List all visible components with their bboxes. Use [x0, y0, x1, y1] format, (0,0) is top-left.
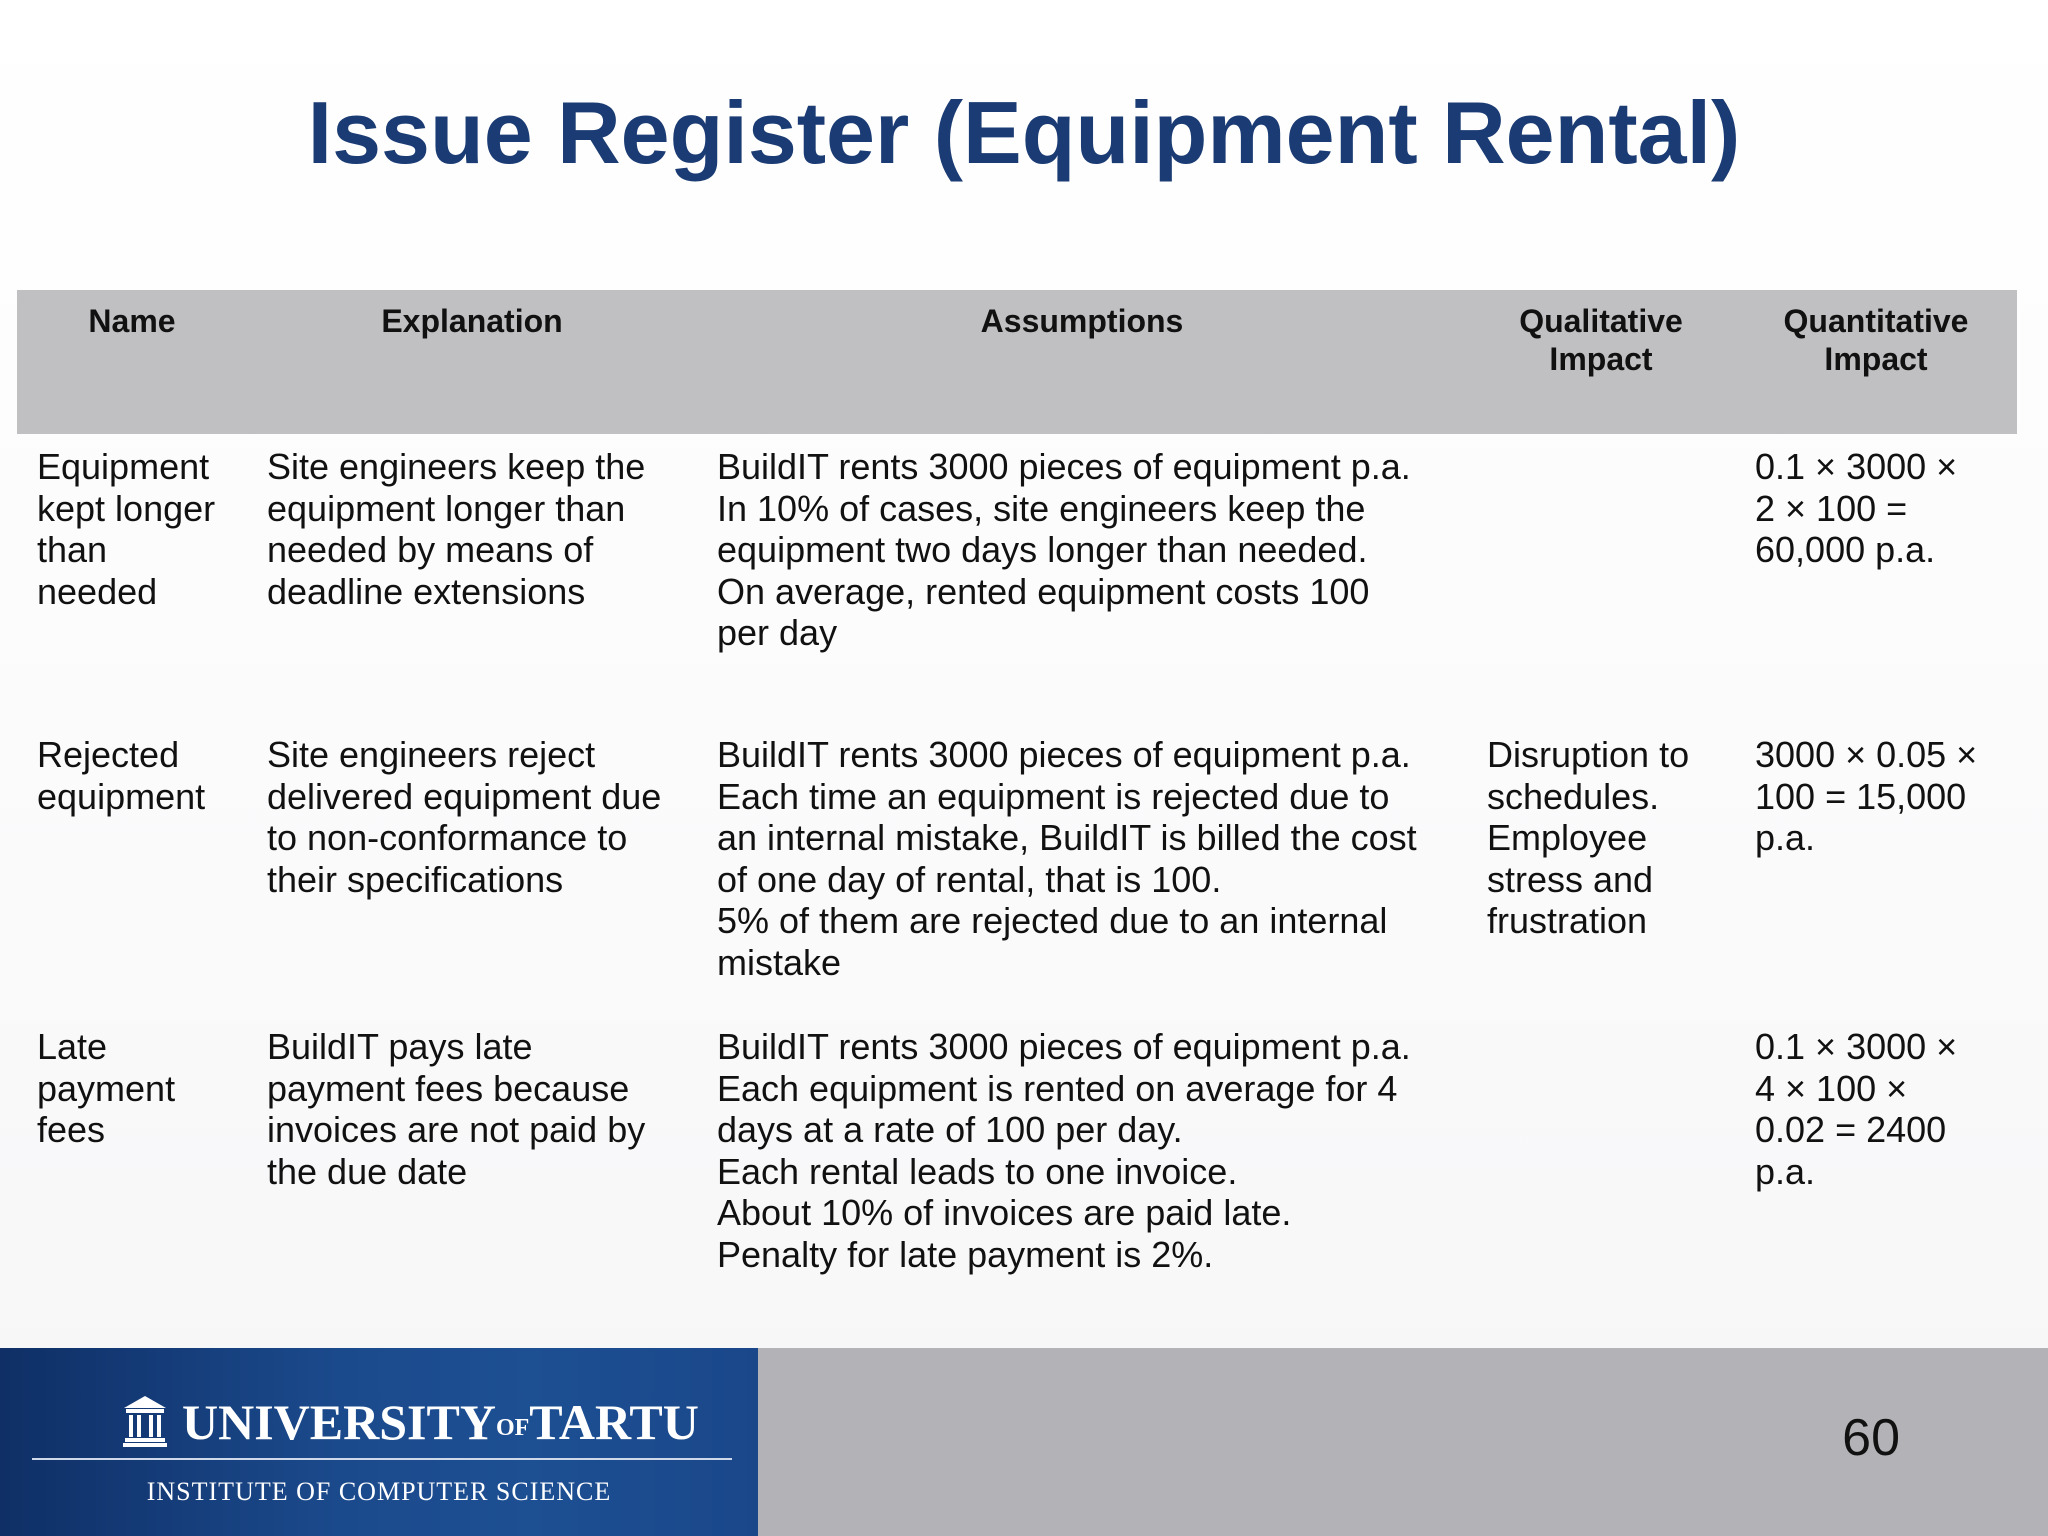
- cell-name: Equipment kept longer than needed: [37, 446, 216, 612]
- table-row: [17, 1018, 2017, 1304]
- university-logo: [0, 1348, 758, 1536]
- university-name-main: UNIVERSITY: [182, 1394, 496, 1450]
- university-name: [182, 1392, 699, 1458]
- table-header: [17, 290, 2017, 434]
- cell-explanation: Site engineers reject delivered equipment due to non-conformance to their specifications: [267, 734, 662, 900]
- cell-quantitative-impact: 0.1 × 3000 × 4 × 100 × 0.02 = 2400 p.a.: [1755, 1026, 1958, 1192]
- cell-quantitative-impact: 3000 × 0.05 × 100 = 15,000 p.a.: [1755, 734, 1978, 858]
- cell-name: Rejected equipment: [37, 734, 206, 817]
- cell-qualitative-impact: Disruption to schedules. Employee stress and frustration: [1487, 734, 1690, 941]
- cell-name: Late payment fees: [37, 1026, 176, 1150]
- issue-register-table: [17, 290, 2017, 1304]
- table-body: [17, 434, 2017, 1304]
- cell-explanation: Site engineers keep the equipment longer than needed by means of deadline extensions: [267, 446, 646, 612]
- university-name-city: TARTU: [529, 1394, 699, 1450]
- cell-assumptions: BuildIT rents 3000 pieces of equipment p.a. Each time an equipment is rejected due to an internal mistake, BuildIT is billed the cost of one day of rental, that is 100. 5% of them are rejected due to an internal mistake: [717, 734, 1417, 983]
- header-quantitative-impact: Quantitative Impact: [1783, 303, 1969, 377]
- cell-assumptions: BuildIT rents 3000 pieces of equipment p.a. Each equipment is rented on average for 4 days at a rate of 100 per day. Each rental leads to one invoice. About 10% of invoices are paid late. Penalty for late payment is 2%.: [717, 1026, 1411, 1275]
- issue-register-table-wrap: [17, 290, 2017, 1304]
- institute-name: INSTITUTE OF COMPUTER SCIENCE: [146, 1477, 612, 1506]
- header-explanation: Explanation: [381, 303, 563, 339]
- logo-divider: [32, 1458, 732, 1460]
- university-name-of: OF: [495, 1415, 530, 1441]
- table-row: [17, 726, 2017, 1018]
- university-building-icon: [122, 1394, 168, 1448]
- header-name: Name: [88, 303, 176, 339]
- header-qualitative-impact: Qualitative Impact: [1519, 303, 1683, 377]
- cell-qualitative-impact: [1467, 434, 1735, 726]
- cell-qualitative-impact: [1467, 1018, 1735, 1304]
- cell-explanation: BuildIT pays late payment fees because invoices are not paid by the due date: [267, 1026, 646, 1192]
- cell-assumptions: BuildIT rents 3000 pieces of equipment p.a. In 10% of cases, site engineers keep the equipment two days longer than needed. On average, rented equipment costs 100 per day: [717, 446, 1411, 653]
- footer-bar: [0, 1348, 2048, 1536]
- header-assumptions: Assumptions: [980, 303, 1184, 339]
- cell-quantitative-impact: 0.1 × 3000 × 2 × 100 = 60,000 p.a.: [1755, 446, 1958, 570]
- table-row: [17, 434, 2017, 726]
- table-header-row: [17, 290, 2017, 434]
- slide-title: Issue Register (Equipment Rental): [307, 83, 1741, 182]
- page-number: 60: [1842, 1409, 1900, 1467]
